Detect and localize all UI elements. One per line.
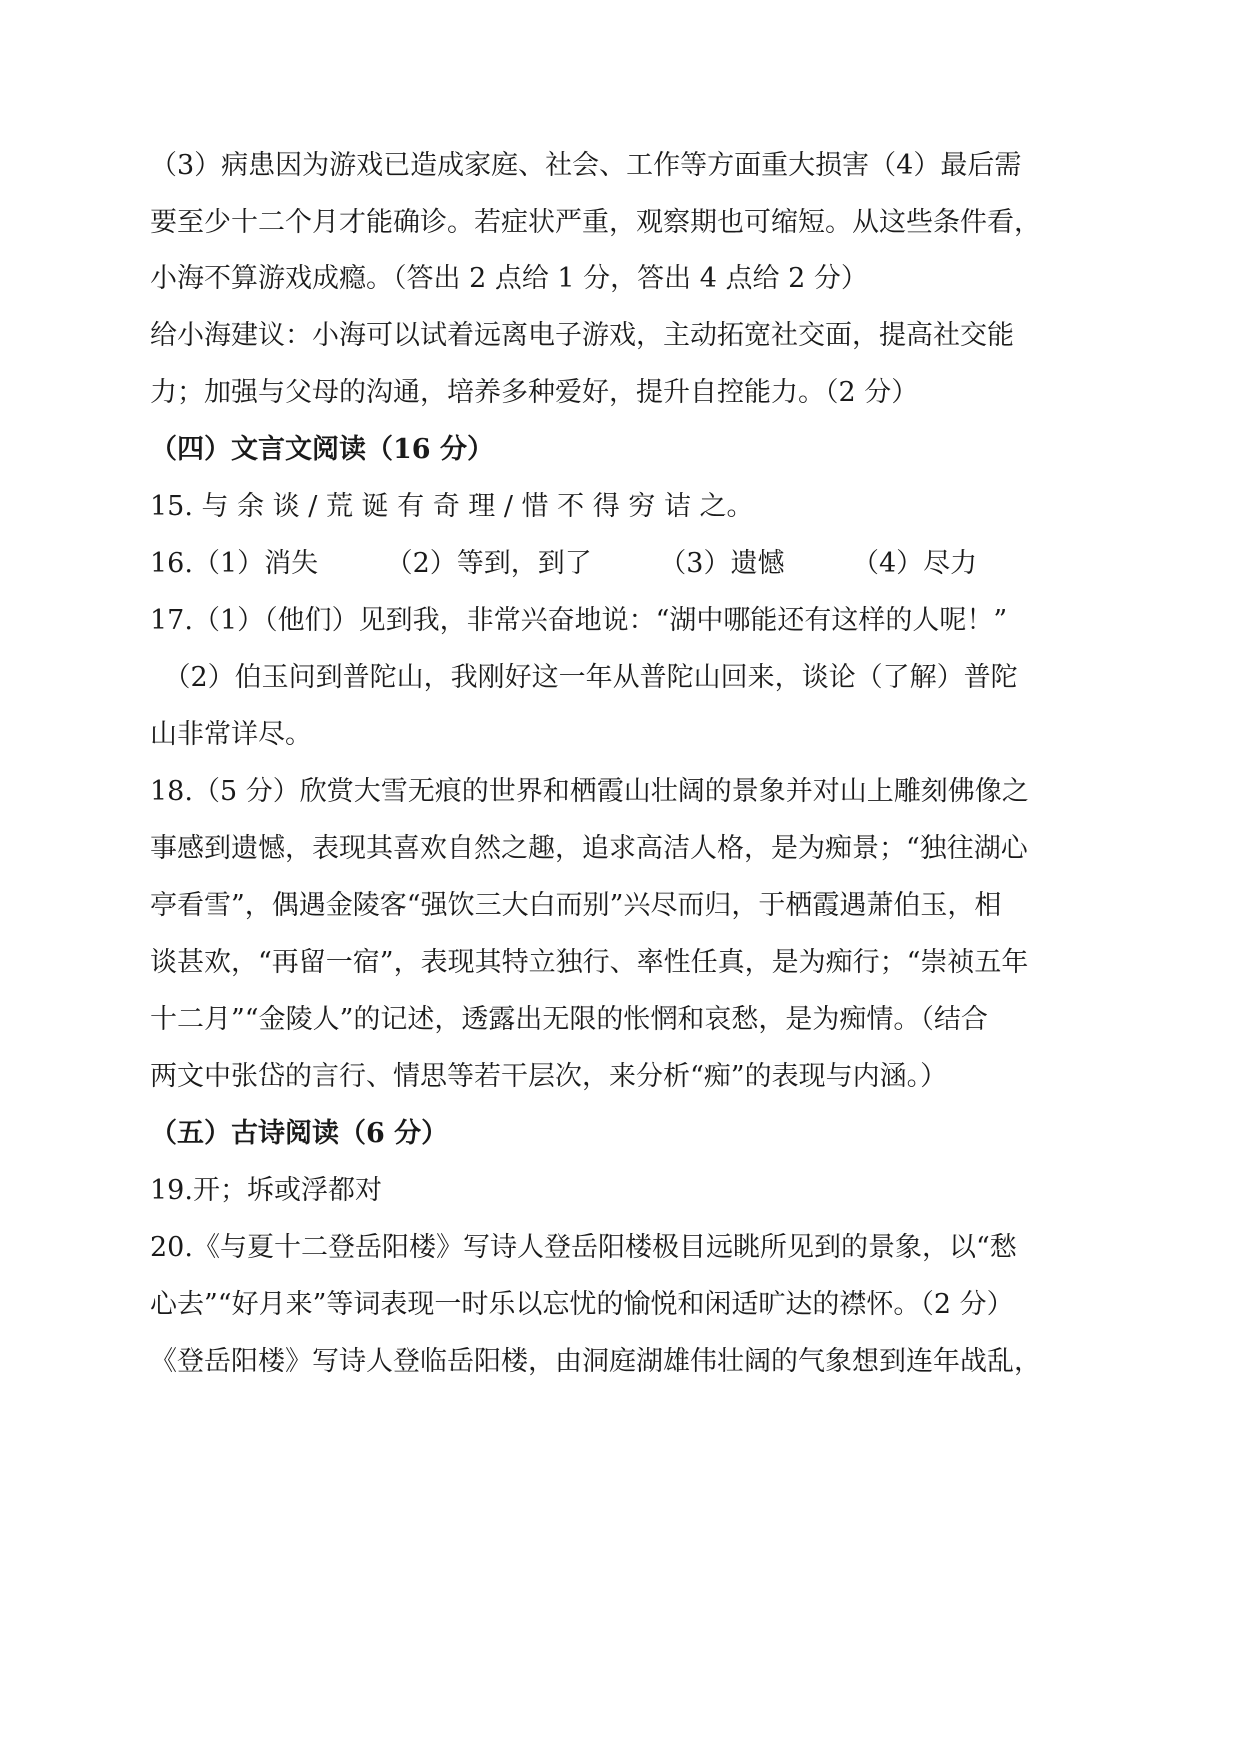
- section-heading-ancient-poetry: （五）古诗阅读（6 分）: [150, 1118, 449, 1149]
- answer-17-part-1: 17.（1）（他们）见到我，非常兴奋地说：“湖中哪能还有这样的人呢！”: [150, 605, 1008, 636]
- answer-18-line-5: 十二月”“金陵人”的记述，透露出无限的怅惘和哀愁，是为痴情。（结合: [150, 1004, 988, 1035]
- answer-15: 15. 与 余 谈 / 荒 诞 有 奇 理 / 惜 不 得 穷 诘 之。: [150, 491, 754, 522]
- answer-18-line-6: 两文中张岱的言行、情思等若干层次，来分析“痴”的表现与内涵。）: [150, 1061, 948, 1092]
- answer-14-line-2: 要至少十二个月才能确诊。若症状严重，观察期也可缩短。从这些条件看，: [150, 207, 1041, 238]
- section-heading-classical-chinese: （四）文言文阅读（16 分）: [150, 434, 494, 465]
- answer-20-line-2: 心去”“好月来”等词表现一时乐以忘忧的愉悦和闲适旷达的襟怀。（2 分）: [150, 1289, 1014, 1320]
- answer-18-line-4: 谈甚欢，“再留一宿”，表现其特立独行、率性任真，是为痴行；“崇祯五年: [150, 947, 1029, 978]
- answer-16: 16.（1）消失 （2）等到，到了 （3）遗憾 （4）尽力: [150, 548, 978, 579]
- answer-18-line-1: 18.（5 分）欣赏大雪无痕的世界和栖霞山壮阔的景象并对山上雕刻佛像之: [150, 776, 1029, 807]
- answer-17-part-2-line-2: 山非常详尽。: [150, 719, 312, 750]
- answer-14-advice-line-1: 给小海建议：小海可以试着远离电子游戏，主动拓宽社交面，提高社交能: [150, 320, 1014, 351]
- answer-20-line-1: 20.《与夏十二登岳阳楼》写诗人登岳阳楼极目远眺所见到的景象，以“愁: [150, 1232, 1017, 1263]
- answer-14-line-1: （3）病患因为游戏已造成家庭、社会、工作等方面重大损害（4）最后需: [150, 150, 1022, 181]
- answer-17-part-2-line-1: （2）伯玉问到普陀山，我刚好这一年从普陀山回来，谈论（了解）普陀: [150, 662, 1018, 693]
- answer-18-line-2: 事感到遗憾，表现其喜欢自然之趣，追求高洁人格，是为痴景；“独往湖心: [150, 833, 1028, 864]
- answer-14-line-3: 小海不算游戏成瘾。（答出 2 点给 1 分，答出 4 点给 2 分）: [150, 263, 868, 294]
- answer-18-line-3: 亭看雪”，偶遇金陵客“强饮三大白而别”兴尽而归，于栖霞遇萧伯玉，相: [150, 890, 1002, 921]
- answer-19: 19.开；坼或浮都对: [150, 1175, 382, 1206]
- answer-14-advice-line-2: 力；加强与父母的沟通，培养多种爱好，提升自控能力。（2 分）: [150, 377, 919, 408]
- answer-20-line-3: 《登岳阳楼》写诗人登临岳阳楼，由洞庭湖雄伟壮阔的气象想到连年战乱，: [150, 1346, 1041, 1377]
